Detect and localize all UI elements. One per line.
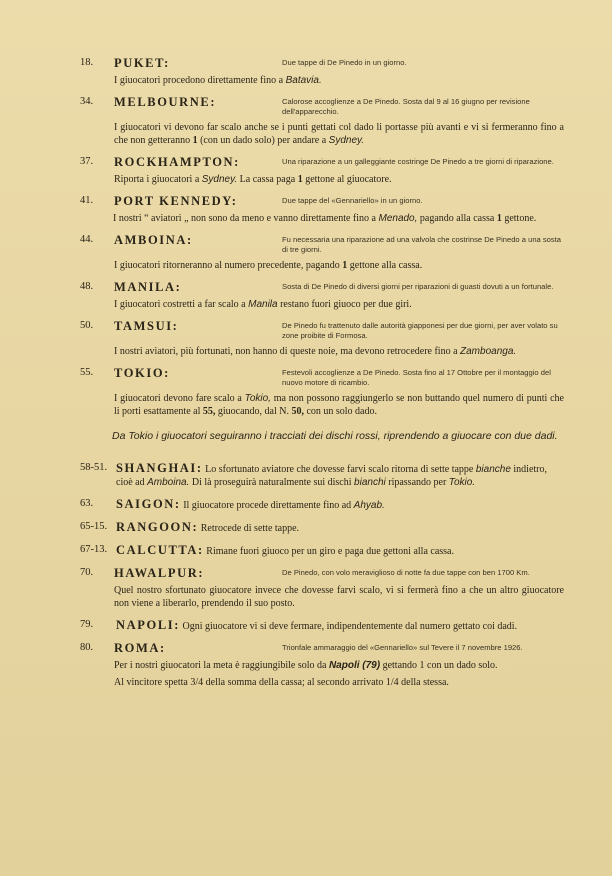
entry-number: 67-13. [80,544,108,555]
rule-text: I giuocatori vi devono far scalo anche se i punti gettati col dado li portasse più avanti e vi si fermeranno fino a che non getteranno 1 (con un dado solo) per andare a Sydney. [114,122,564,146]
entry-roma [80,641,564,689]
entry-number: 34. [80,96,94,107]
entry-hawalpur [80,566,564,610]
entry-number: 80. [80,642,94,653]
location-name: SAIGON: [116,497,181,511]
location-name: TOKIO: [114,366,170,380]
entry-number: 70. [80,567,94,578]
rule-text: I giuocatori devono fare scalo a Tokio, ma non possono raggiungerlo se non buttando quel numero di punti che li porti esattamente al 55, giuocando, dal N. 50, con un solo dado. [114,393,564,417]
entry-number: 41. [80,195,94,206]
history-note: De Pinedo, con volo meraviglioso di notte fa due tappe con ben 1700 Km. [282,568,530,577]
entry-saigon [80,497,564,512]
location-name: MANILA: [114,280,182,294]
prize-text: Al vincitore spetta 3/4 della somma della cassa; al secondo arrivato 1/4 della stessa. [114,677,449,688]
location-name: PUKET: [114,56,170,70]
location-name: SHANGHAI: [116,461,203,475]
location-name: RANGOON: [116,520,199,534]
entry-number: 50. [80,320,94,331]
history-note: Festevoli accoglienze a De Pinedo. Sosta fino al 17 Ottobre per il montaggio del nuovo motore di ricambio. [282,368,551,387]
section-note: Da Tokio i giuocatori seguiranno i tracciati dei dischi rossi, riprendendo a giuocare con due dadi. [112,430,558,442]
history-note: Calorose accoglienze a De Pinedo. Sosta dal 9 al 16 giugno per revisione dell'apparecchio. [282,97,530,116]
entry-amboina [80,233,564,272]
entry-shanghai [80,461,564,489]
entry-number: 55. [80,367,94,378]
rule-text: I nostri aviatori, più fortunati, non hanno di queste noie, ma devono retrocedere fino a Zamboanga. [114,346,517,357]
history-note: Due tappe di De Pinedo in un giorno. [282,58,407,67]
rule-text: Per i nostri giuocatori la meta è raggiungibile solo da Napoli (79) gettando 1 con un dado solo. [114,660,498,671]
entry-number: 65-15. [80,521,108,532]
entry-calcutta [80,543,564,558]
rule-text: NAPOLI: Ogni giuocatore vi si deve fermare, indipendentemente dal numero gettato coi dadi. [116,618,518,632]
history-note: De Pinedo fu trattenuto dalle autorità giapponesi per due giorni, per aver volato su zone proibite di Formosa. [282,321,558,340]
history-note: Due tappe del «Gennariello» in un giorno. [282,196,423,205]
history-note: Una riparazione a un galleggiante costringe De Pinedo a tre giorni di riparazione. [282,157,554,166]
rule-text: CALCUTTA: Rimane fuori giuoco per un giro e paga due gettoni alla cassa. [116,543,454,557]
location-name: ROMA: [114,641,166,655]
rule-text: SAIGON: Il giuocatore procede direttamente fino ad Ahyab. [116,497,385,511]
entry-number: 44. [80,234,94,245]
entry-number: 48. [80,281,94,292]
entry-number: 58-51. [80,462,108,473]
history-note: Trionfale ammaraggio del «Gennariello» sul Tevere il 7 novembre 1926. [282,643,523,652]
rule-text: I giuocatori procedono direttamente fino a Batavia. [114,75,322,86]
location-name: MELBOURNE: [114,95,217,109]
entry-manila [80,280,564,311]
entry-melbourne [80,95,564,147]
entry-number: 37. [80,156,94,167]
location-name: CALCUTTA: [116,543,204,557]
entry-number: 63. [80,498,94,509]
rule-text: Riporta i giuocatori a Sydney. La cassa paga 1 gettone al giuocatore. [114,174,392,185]
location-name: TAMSUI: [114,319,179,333]
rule-text: Quel nostro sfortunato giuocatore invece che dovesse farvi scalo, vi si fermerà fino a che un altro giuocatore non viene a liberarlo, prendendo il suo posto. [114,585,564,609]
entry-rangoon [80,520,564,535]
rule-text: RANGOON: Retrocede di sette tappe. [116,520,300,534]
location-name: PORT KENNEDY: [114,194,238,208]
rule-text: I giuocatori ritorneranno al numero precedente, pagando 1 gettone alla cassa. [114,260,423,271]
entry-number: 18. [80,57,94,68]
location-name: AMBOINA: [114,233,193,247]
rule-text: SHANGHAI: Lo sfortunato aviatore che dovesse farvi scalo ritorna di sette tappe bianche indietro, cioè ad Amboina. Di là proseguirà naturalmente sui dischi bianchi ripassando per Tokio. [116,461,548,488]
entry-tokio [80,366,564,418]
entry-napoli [80,618,564,633]
history-note: Sosta di De Pinedo di diversi giorni per riparazioni di guasti dovuti a un fortunale. [282,282,554,291]
entry-rockhampton [80,155,564,186]
history-note: Fu necessaria una riparazione ad una valvola che costrinse De Pinedo a una sosta di tre giorni. [282,235,562,254]
entry-tamsui [80,319,564,358]
location-name: ROCKHAMPTON: [114,155,240,169]
location-name: NAPOLI: [116,618,180,632]
entry-port-kennedy [80,194,564,225]
location-name: HAWALPUR: [114,566,205,580]
rule-text: I giuocatori costretti a far scalo a Manila restano fuori giuoco per due giri. [114,299,412,310]
entry-puket [80,56,564,87]
rule-text: I nostri “ aviatori „ non sono da meno e vanno direttamente fino a Menado, pagando alla cassa 1 gettone. [113,213,537,224]
entry-number: 79. [80,619,94,630]
